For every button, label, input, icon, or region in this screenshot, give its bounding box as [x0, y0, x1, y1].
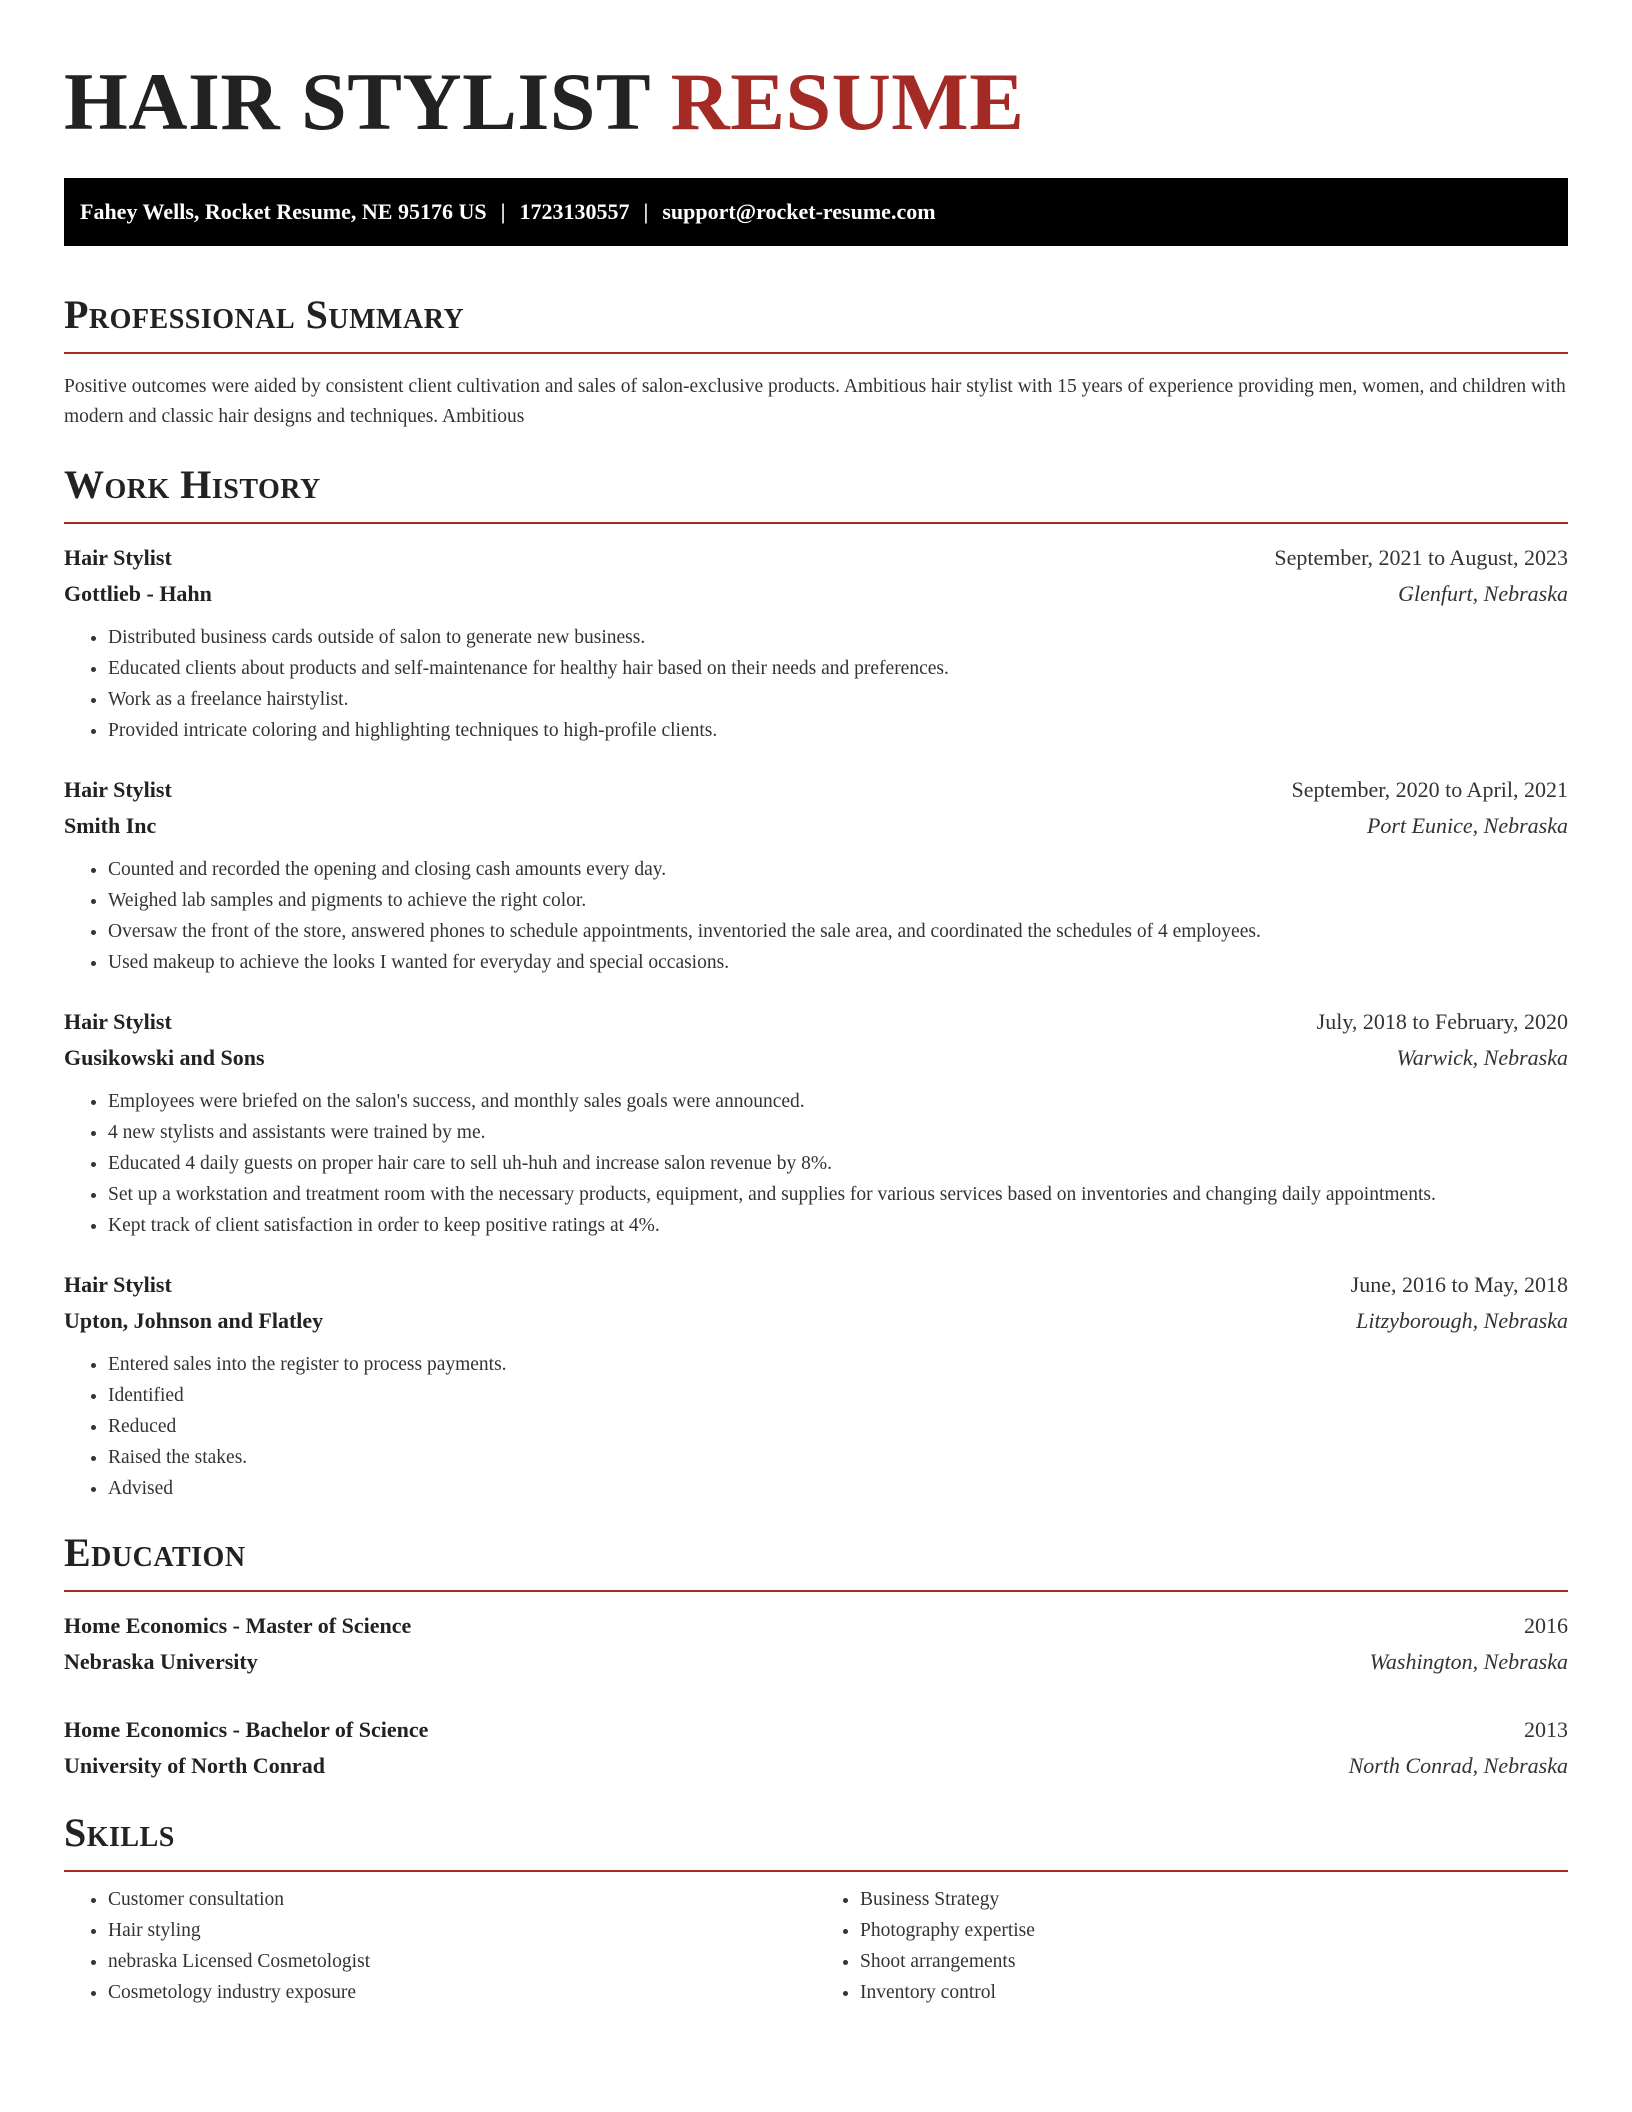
job-location: Litzyborough, Nebraska: [1356, 1308, 1568, 1333]
job-company: Gottlieb - Hahn: [64, 581, 212, 606]
skills-heading: Skills: [64, 1810, 175, 1855]
education-year: 2013: [1524, 1717, 1568, 1742]
education-school: University of North Conrad: [64, 1753, 325, 1778]
job-dates: September, 2021 to August, 2023: [1274, 545, 1568, 570]
job-company: Smith Inc: [64, 813, 157, 838]
skills-list-right: [816, 1884, 1568, 2008]
education-degree-row: [64, 1608, 1568, 1644]
contact-separator: |: [643, 199, 649, 224]
job-bullet: • Set up a workstation and treatment room with the necessary products, equipment, and supplies for various services based on inventories and changing daily appointments.: [108, 1179, 1568, 1210]
job-header-row: [64, 540, 1568, 576]
job-bullet: • Provided intricate coloring and highlighting techniques to high-profile clients.: [108, 715, 1568, 746]
job-dates: September, 2020 to April, 2021: [1291, 777, 1568, 802]
job-header-row: [64, 1267, 1568, 1303]
job-title: Hair Stylist: [64, 777, 172, 802]
job-title: Hair Stylist: [64, 545, 172, 570]
job-bullet: • Entered sales into the register to process payments.: [108, 1349, 1568, 1380]
skill-item: • Shoot arrangements: [860, 1946, 1568, 1977]
job-title: Hair Stylist: [64, 1009, 172, 1034]
job-dates: June, 2016 to May, 2018: [1350, 1272, 1568, 1297]
job-location: Port Eunice, Nebraska: [1366, 813, 1568, 838]
skills-section: [64, 1808, 1568, 2008]
job-bullet: • Identified: [108, 1380, 1568, 1411]
job-location: Glenfurt, Nebraska: [1398, 581, 1568, 606]
job-location: Warwick, Nebraska: [1396, 1045, 1568, 1070]
summary-text: Positive outcomes were aided by consistent client cultivation and sales of salon-exclusive products. Ambitious hair stylist with 15 years of experience providing men, women, and children with modern and classic hair designs and techniques. Ambitious: [64, 376, 1566, 427]
skill-item: • nebraska Licensed Cosmetologist: [108, 1946, 816, 1977]
job-title: Hair Stylist: [64, 1272, 172, 1297]
job-company-row: [64, 1040, 1568, 1076]
summary-section: [64, 290, 1568, 432]
job-bullets: [64, 622, 1568, 746]
contact-email: support@rocket-resume.com: [662, 199, 936, 224]
section-divider: [64, 352, 1568, 354]
job-dates: July, 2018 to February, 2020: [1316, 1009, 1568, 1034]
education-school: Nebraska University: [64, 1649, 258, 1674]
skill-item: • Cosmetology industry exposure: [108, 1977, 816, 2008]
education-location: Washington, Nebraska: [1369, 1649, 1568, 1674]
education-degree: Home Economics - Master of Science: [64, 1613, 412, 1638]
section-divider: [64, 1590, 1568, 1592]
job-bullet: • 4 new stylists and assistants were trained by me.: [108, 1117, 1568, 1148]
job-bullet: • Educated clients about products and self-maintenance for healthy hair based on their needs and preferences.: [108, 653, 1568, 684]
skill-item: • Customer consultation: [108, 1884, 816, 1915]
job-company: Gusikowski and Sons: [64, 1045, 265, 1070]
job-bullet: • Reduced: [108, 1411, 1568, 1442]
job-company-row: [64, 808, 1568, 844]
job-bullets: [64, 1349, 1568, 1504]
skill-item: • Inventory control: [860, 1977, 1568, 2008]
work-history-section: [64, 460, 1568, 1504]
title-main: HAIR STYLIST: [64, 56, 650, 147]
job-bullets: [64, 1086, 1568, 1241]
skills-list-left: [64, 1884, 816, 2008]
job-bullet: • Counted and recorded the opening and closing cash amounts every day.: [108, 854, 1568, 885]
education-school-row: [64, 1748, 1568, 1784]
summary-heading: Professional Summary: [64, 292, 465, 337]
contact-phone: 1723130557: [519, 199, 630, 224]
education-degree-row: [64, 1712, 1568, 1748]
education-year: 2016: [1524, 1613, 1568, 1638]
job-entry: [64, 540, 1568, 746]
title-accent: RESUME: [670, 56, 1025, 147]
skill-item: • Business Strategy: [860, 1884, 1568, 1915]
job-bullet: • Used makeup to achieve the looks I wanted for everyday and special occasions.: [108, 947, 1568, 978]
job-bullet: • Kept track of client satisfaction in order to keep positive ratings at 4%.: [108, 1210, 1568, 1241]
job-bullet: • Employees were briefed on the salon's success, and monthly sales goals were announced.: [108, 1086, 1568, 1117]
section-divider: [64, 1870, 1568, 1872]
job-bullet: • Weighed lab samples and pigments to achieve the right color.: [108, 885, 1568, 916]
education-section: [64, 1528, 1568, 1784]
job-entry: [64, 1004, 1568, 1241]
job-bullet: • Advised: [108, 1473, 1568, 1504]
job-bullet: • Distributed business cards outside of salon to generate new business.: [108, 622, 1568, 653]
job-bullet: • Work as a freelance hairstylist.: [108, 684, 1568, 715]
resume-title: [64, 56, 1568, 148]
job-entry: [64, 1267, 1568, 1504]
education-heading: Education: [64, 1530, 246, 1575]
job-bullet: • Raised the stakes.: [108, 1442, 1568, 1473]
contact-bar: [64, 178, 1568, 246]
contact-address: Fahey Wells, Rocket Resume, NE 95176 US: [80, 199, 487, 224]
education-school-row: [64, 1644, 1568, 1680]
job-entry: [64, 772, 1568, 978]
contact-separator: |: [500, 199, 506, 224]
job-bullets: [64, 854, 1568, 978]
job-header-row: [64, 1004, 1568, 1040]
education-entry: [64, 1608, 1568, 1680]
education-location: North Conrad, Nebraska: [1348, 1753, 1568, 1778]
skill-item: • Photography expertise: [860, 1915, 1568, 1946]
section-divider: [64, 522, 1568, 524]
job-company: Upton, Johnson and Flatley: [64, 1308, 324, 1333]
education-entry: [64, 1712, 1568, 1784]
skill-item: • Hair styling: [108, 1915, 816, 1946]
job-header-row: [64, 772, 1568, 808]
job-bullet: • Oversaw the front of the store, answered phones to schedule appointments, inventoried the sale area, and coordinated the schedules of 4 employees.: [108, 916, 1568, 947]
work-history-heading: Work History: [64, 462, 321, 507]
job-company-row: [64, 576, 1568, 612]
job-bullet: • Educated 4 daily guests on proper hair care to sell uh-huh and increase salon revenue by 8%.: [108, 1148, 1568, 1179]
skills-grid: [64, 1884, 1568, 2008]
job-company-row: [64, 1303, 1568, 1339]
education-degree: Home Economics - Bachelor of Science: [64, 1717, 429, 1742]
